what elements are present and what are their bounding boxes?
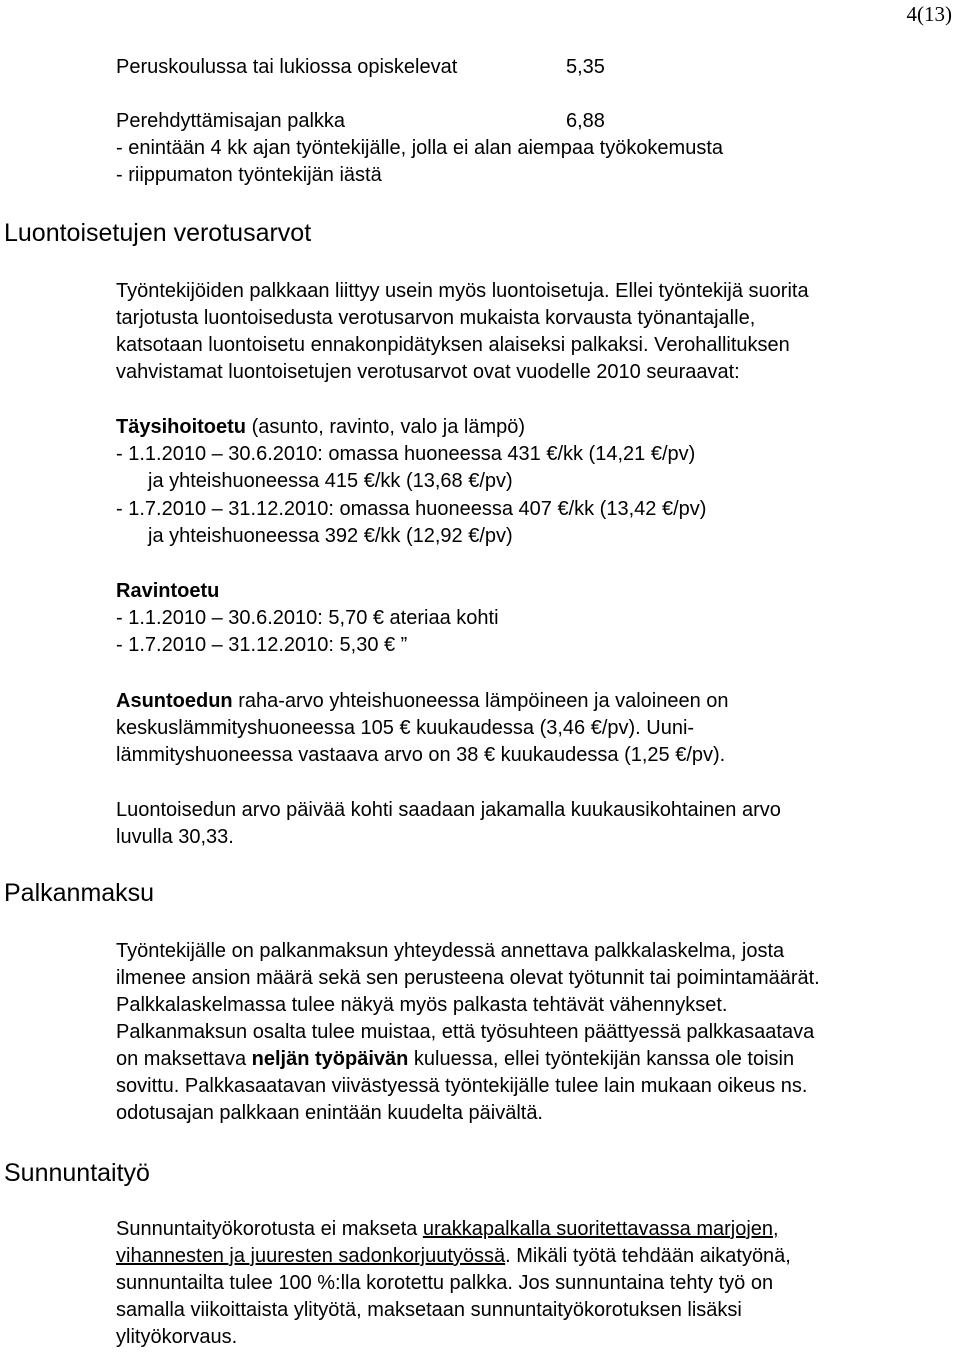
list-item: - 1.1.2010 – 30.6.2010: omassa huoneessa 431 €/kk (14,21 €/pv) xyxy=(116,443,696,465)
list-item-continuation: ja yhteishuoneessa 415 €/kk (13,68 €/pv) xyxy=(148,470,513,492)
paragraph-line: lämmityshuoneessa vastaava arvo on 38 € kuukaudessa (1,25 €/pv). xyxy=(116,744,726,766)
text-run: . Mikäli työtä tehdään aikatyönä, xyxy=(505,1245,791,1267)
paragraph-line xyxy=(116,1046,794,1072)
paragraph-line: sovittu. Palkkasaatavan viivästyessä työntekijälle tulee lain mukaan oikeus ns. xyxy=(116,1075,808,1097)
page-number: 4(13) xyxy=(906,2,952,26)
paragraph-line: samalla viikoittaista ylityötä, maksetaan sunnuntaityökorotuksen lisäksi xyxy=(116,1299,742,1321)
paragraph-line: Palkkalaskelmassa tulee näkyä myös palkasta tehtävät vähennykset. xyxy=(116,994,728,1016)
paragraph-line: Työntekijälle on palkanmaksun yhteydessä annettava palkkalaskelma, josta xyxy=(116,940,785,962)
text-run: kuluessa, ellei työntekijän kanssa ole toisin xyxy=(408,1048,795,1070)
list-item: - 1.7.2010 – 31.12.2010: 5,30 € ” xyxy=(116,634,408,656)
paragraph-line: sunnuntailta tulee 100 %:lla korotettu palkka. Jos sunnuntaina tehty työ on xyxy=(116,1272,774,1294)
list-item: - 1.7.2010 – 31.12.2010: omassa huoneessa 407 €/kk (13,42 €/pv) xyxy=(116,498,707,520)
paragraph-line: ylityökorvaus. xyxy=(116,1326,238,1348)
list-item: - 1.1.2010 – 30.6.2010: 5,70 € ateriaa kohti xyxy=(116,607,499,629)
rate-note: - enintään 4 kk ajan työntekijälle, jolla ei alan aiempaa työkokemusta xyxy=(116,137,724,159)
paragraph-line: odotusajan palkkaan enintään kuudelta päivältä. xyxy=(116,1102,543,1124)
meal-heading: Ravintoetu xyxy=(116,580,220,602)
underlined-text-run: vihannesten ja juuresten sadonkorjuutyössä xyxy=(116,1245,506,1267)
text-run: Sunnuntaityökorotusta ei makseta xyxy=(116,1218,423,1240)
housing-first-rest: raha-arvo yhteishuoneessa lämpöineen ja valoineen on xyxy=(232,690,729,712)
paragraph-line: keskuslämmityshuoneessa 105 € kuukaudessa (3,46 €/pv). Uuni- xyxy=(116,717,695,739)
section-heading-benefits: Luontoisetujen verotusarvot xyxy=(4,219,312,247)
underlined-text-run: urakkapalkalla suoritettavassa marjojen, xyxy=(422,1218,779,1240)
section-heading-payment: Palkanmaksu xyxy=(4,879,155,907)
housing-title: Asuntoedun xyxy=(116,690,233,712)
paragraph-line xyxy=(116,1216,779,1242)
text-run: on maksettava xyxy=(116,1048,252,1070)
paragraph-line: luvulla 30,33. xyxy=(116,826,234,848)
paragraph-line: tarjotusta luontoisedusta verotusarvon mukaista korvausta työnantajalle, xyxy=(116,307,756,329)
paragraph-line xyxy=(116,1243,791,1269)
paragraph-line: Palkanmaksun osalta tulee muistaa, että työsuhteen päättyessä palkkasaatava xyxy=(116,1021,815,1043)
paragraph-line: ilmenee ansion määrä sekä sen perusteena olevat työtunnit tai poimintamäärät. xyxy=(116,967,820,989)
rate-value-students: 5,35 xyxy=(566,56,605,78)
rate-value-orientation: 6,88 xyxy=(566,110,605,132)
list-item-continuation: ja yhteishuoneessa 392 €/kk (12,92 €/pv) xyxy=(148,525,513,547)
bold-text-run: neljän työpäivän xyxy=(251,1048,409,1070)
paragraph-line: katsotaan luontoisetu ennakonpidätyksen alaiseksi palkaksi. Verohallituksen xyxy=(116,334,790,356)
full-board-heading xyxy=(116,414,525,440)
section-heading-sunday: Sunnuntaityö xyxy=(4,1159,150,1187)
housing-first-line xyxy=(116,688,729,714)
full-board-title-rest: (asunto, ravinto, valo ja lämpö) xyxy=(246,416,526,438)
rate-label-students: Peruskoulussa tai lukiossa opiskelevat xyxy=(116,56,458,78)
paragraph-line: Työntekijöiden palkkaan liittyy usein myös luontoisetuja. Ellei työntekijä suorita xyxy=(116,280,809,302)
paragraph-line: Luontoisedun arvo päivää kohti saadaan jakamalla kuukausikohtainen arvo xyxy=(116,799,781,821)
paragraph-line: vahvistamat luontoisetujen verotusarvot ovat vuodelle 2010 seuraavat: xyxy=(116,361,740,383)
full-board-title: Täysihoitoetu xyxy=(116,416,247,438)
rate-note: - riippumaton työntekijän iästä xyxy=(116,164,382,186)
rate-label-orientation: Perehdyttämisajan palkka xyxy=(116,110,346,132)
